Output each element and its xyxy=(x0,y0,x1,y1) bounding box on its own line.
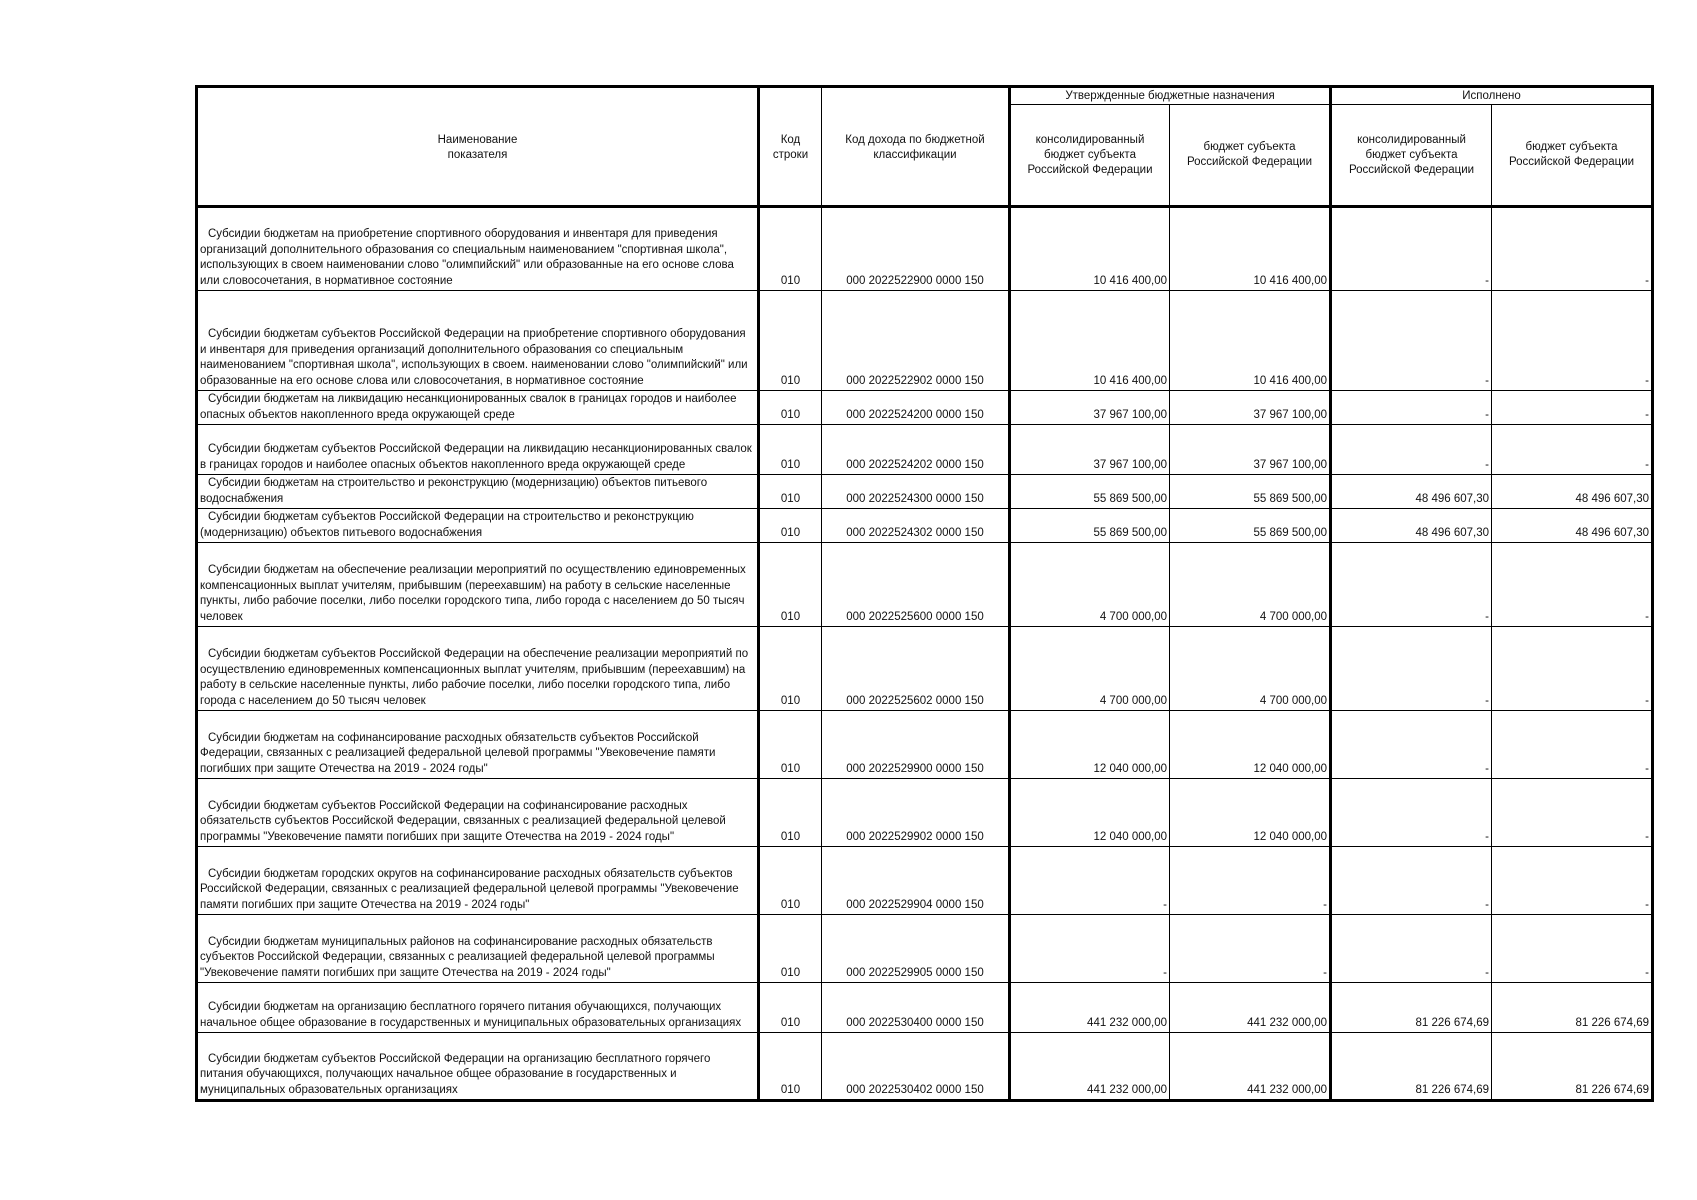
row-code: 010 xyxy=(759,627,822,711)
row-executed-consolidated: - xyxy=(1331,627,1492,711)
row-income-code: 000 2022525602 0000 150 xyxy=(822,627,1010,711)
row-code: 010 xyxy=(759,779,822,847)
row-name: Субсидии бюджетам субъектов Российской Федерации на ликвидацию несанкционированных свалок в границах городов и наиболее опасных объектов накопленного вреда окружающей среде xyxy=(197,425,759,475)
row-executed-consolidated: - xyxy=(1331,425,1492,475)
row-approved-subject: 37 967 100,00 xyxy=(1170,391,1331,425)
row-executed-subject: - xyxy=(1492,543,1653,627)
row-approved-consolidated: 10 416 400,00 xyxy=(1010,207,1170,291)
table-row xyxy=(197,543,1653,627)
budget-report-table xyxy=(195,85,1654,1102)
row-income-code: 000 2022530402 0000 150 xyxy=(822,1033,1010,1101)
row-approved-subject: 55 869 500,00 xyxy=(1170,509,1331,543)
table-row xyxy=(197,711,1653,779)
header-executed-subject: бюджет субъекта Российской Федерации xyxy=(1492,105,1653,207)
row-code: 010 xyxy=(759,207,822,291)
table-row xyxy=(197,291,1653,391)
row-executed-subject: 48 496 607,30 xyxy=(1492,475,1653,509)
row-executed-subject: - xyxy=(1492,207,1653,291)
row-code: 010 xyxy=(759,509,822,543)
row-income-code: 000 2022522900 0000 150 xyxy=(822,207,1010,291)
table-row xyxy=(197,983,1653,1033)
row-approved-consolidated: 55 869 500,00 xyxy=(1010,475,1170,509)
row-name: Субсидии бюджетам субъектов Российской Федерации на строительство и реконструкцию (модернизацию) объектов питьевого водоснабжения xyxy=(197,509,759,543)
row-income-code: 000 2022529904 0000 150 xyxy=(822,847,1010,915)
table-row xyxy=(197,847,1653,915)
row-income-code: 000 2022522902 0000 150 xyxy=(822,291,1010,391)
header-executed: Исполнено xyxy=(1331,87,1653,105)
row-approved-consolidated: - xyxy=(1010,915,1170,983)
row-approved-subject: 12 040 000,00 xyxy=(1170,779,1331,847)
row-executed-consolidated: 48 496 607,30 xyxy=(1331,509,1492,543)
header-approved: Утвержденные бюджетные назначения xyxy=(1010,87,1331,105)
row-executed-consolidated: - xyxy=(1331,847,1492,915)
row-executed-consolidated: - xyxy=(1331,543,1492,627)
row-income-code: 000 2022524302 0000 150 xyxy=(822,509,1010,543)
row-executed-consolidated: 81 226 674,69 xyxy=(1331,1033,1492,1101)
row-code: 010 xyxy=(759,475,822,509)
row-executed-subject: - xyxy=(1492,779,1653,847)
row-executed-subject: 81 226 674,69 xyxy=(1492,983,1653,1033)
table-row xyxy=(197,391,1653,425)
header-approved-consolidated: консолидированный бюджет субъекта Российской Федерации xyxy=(1010,105,1170,207)
row-income-code: 000 2022529900 0000 150 xyxy=(822,711,1010,779)
table-row xyxy=(197,779,1653,847)
table-header xyxy=(197,87,1653,207)
row-name: Субсидии бюджетам на строительство и реконструкцию (модернизацию) объектов питьевого водоснабжения xyxy=(197,475,759,509)
row-approved-consolidated: 441 232 000,00 xyxy=(1010,1033,1170,1101)
table-row xyxy=(197,425,1653,475)
row-approved-consolidated: 12 040 000,00 xyxy=(1010,779,1170,847)
row-code: 010 xyxy=(759,847,822,915)
row-name: Субсидии бюджетам на софинансирование расходных обязательств субъектов Российской Федерации, связанных с реализацией федеральной целевой программы "Увековечение памяти погибших при защите Отечества на 2019 - 2024 годы" xyxy=(197,711,759,779)
row-name: Субсидии бюджетам на обеспечение реализации мероприятий по осуществлению единовременных компенсационных выплат учителям, прибывшим (переехавшим) на работу в сельские населенные пункты, либо рабочие поселки, либо поселки городского типа, либо города с населением до 50 тысяч человек xyxy=(197,543,759,627)
row-approved-consolidated: 441 232 000,00 xyxy=(1010,983,1170,1033)
table-row xyxy=(197,627,1653,711)
row-approved-consolidated: 37 967 100,00 xyxy=(1010,391,1170,425)
table-row xyxy=(197,207,1653,291)
row-approved-subject: 441 232 000,00 xyxy=(1170,1033,1331,1101)
row-name: Субсидии бюджетам субъектов Российской Федерации на обеспечение реализации мероприятий по осуществлению единовременных компенсационных выплат учителям, прибывшим (переехавшим) на работу в сельские населенные пункты, либо рабочие поселки, либо поселки городского типа, либо города с населением до 50 тысяч человек xyxy=(197,627,759,711)
row-executed-subject: - xyxy=(1492,291,1653,391)
row-executed-subject: 81 226 674,69 xyxy=(1492,1033,1653,1101)
row-executed-consolidated: - xyxy=(1331,207,1492,291)
row-approved-subject: - xyxy=(1170,847,1331,915)
row-income-code: 000 2022529902 0000 150 xyxy=(822,779,1010,847)
row-approved-consolidated: 4 700 000,00 xyxy=(1010,543,1170,627)
row-approved-consolidated: 10 416 400,00 xyxy=(1010,291,1170,391)
row-name: Субсидии бюджетам субъектов Российской Федерации на софинансирование расходных обязательств субъектов Российской Федерации, связанных с реализацией федеральной целевой программы "Увековечение памяти погибших при защите Отечества на 2019 - 2024 годы" xyxy=(197,779,759,847)
row-income-code: 000 2022524300 0000 150 xyxy=(822,475,1010,509)
row-executed-subject: - xyxy=(1492,847,1653,915)
row-name: Субсидии бюджетам субъектов Российской Федерации на приобретение спортивного оборудования и инвентаря для приведения организаций дополнительного образования со специальным наименованием "спортивная школа", использующих в своем. наименовании слово "олимпийский" или образованные на его основе слова или словосочетания, в нормативное состояние xyxy=(197,291,759,391)
row-executed-subject: - xyxy=(1492,627,1653,711)
row-name: Субсидии бюджетам субъектов Российской Федерации на организацию бесплатного горячего питания обучающихся, получающих начальное общее образование в государственных и муниципальных образовательных организациях xyxy=(197,1033,759,1101)
header-executed-consolidated: консолидированный бюджет субъекта Российской Федерации xyxy=(1331,105,1492,207)
header-approved-subject: бюджет субъекта Российской Федерации xyxy=(1170,105,1331,207)
row-name: Субсидии бюджетам муниципальных районов на софинансирование расходных обязательств субъектов Российской Федерации, связанных с реализацией федеральной целевой программы "Увековечение памяти погибших при защите Отечества на 2019 - 2024 годы" xyxy=(197,915,759,983)
row-executed-subject: - xyxy=(1492,915,1653,983)
header-income-code: Код дохода по бюджетной классификации xyxy=(822,87,1010,207)
row-approved-subject: 10 416 400,00 xyxy=(1170,291,1331,391)
row-income-code: 000 2022529905 0000 150 xyxy=(822,915,1010,983)
row-approved-consolidated: 55 869 500,00 xyxy=(1010,509,1170,543)
row-approved-consolidated: 37 967 100,00 xyxy=(1010,425,1170,475)
row-code: 010 xyxy=(759,391,822,425)
row-code: 010 xyxy=(759,983,822,1033)
row-approved-subject: - xyxy=(1170,915,1331,983)
row-executed-consolidated: 81 226 674,69 xyxy=(1331,983,1492,1033)
row-executed-subject: - xyxy=(1492,425,1653,475)
row-income-code: 000 2022525600 0000 150 xyxy=(822,543,1010,627)
row-code: 010 xyxy=(759,425,822,475)
table-body xyxy=(197,207,1653,1101)
row-code: 010 xyxy=(759,915,822,983)
row-code: 010 xyxy=(759,543,822,627)
row-approved-subject: 12 040 000,00 xyxy=(1170,711,1331,779)
row-executed-consolidated: 48 496 607,30 xyxy=(1331,475,1492,509)
row-approved-subject: 4 700 000,00 xyxy=(1170,627,1331,711)
row-approved-consolidated: 12 040 000,00 xyxy=(1010,711,1170,779)
row-executed-subject: 48 496 607,30 xyxy=(1492,509,1653,543)
row-code: 010 xyxy=(759,291,822,391)
table-row xyxy=(197,1033,1653,1101)
row-name: Субсидии бюджетам на организацию бесплатного горячего питания обучающихся, получающих начальное общее образование в государственных и муниципальных образовательных организациях xyxy=(197,983,759,1033)
row-income-code: 000 2022530400 0000 150 xyxy=(822,983,1010,1033)
row-name: Субсидии бюджетам городских округов на софинансирование расходных обязательств субъектов Российской Федерации, связанных с реализацией федеральной целевой программы "Увековечение памяти погибших при защите Отечества на 2019 - 2024 годы" xyxy=(197,847,759,915)
table-row xyxy=(197,509,1653,543)
row-code: 010 xyxy=(759,1033,822,1101)
row-executed-consolidated: - xyxy=(1331,291,1492,391)
row-income-code: 000 2022524200 0000 150 xyxy=(822,391,1010,425)
row-approved-subject: 10 416 400,00 xyxy=(1170,207,1331,291)
row-executed-subject: - xyxy=(1492,391,1653,425)
row-executed-subject: - xyxy=(1492,711,1653,779)
header-row-code: Код строки xyxy=(759,87,822,207)
row-name: Субсидии бюджетам на приобретение спортивного оборудования и инвентаря для приведения организаций дополнительного образования со специальным наименованием "спортивная школа", использующих в своем наименовании слово "олимпийский" или образованные на его основе слова или словосочетания, в нормативное состояние xyxy=(197,207,759,291)
row-executed-consolidated: - xyxy=(1331,779,1492,847)
row-name: Субсидии бюджетам на ликвидацию несанкционированных свалок в границах городов и наиболее опасных объектов накопленного вреда окружающей среде xyxy=(197,391,759,425)
row-code: 010 xyxy=(759,711,822,779)
row-approved-subject: 441 232 000,00 xyxy=(1170,983,1331,1033)
table-row xyxy=(197,915,1653,983)
row-income-code: 000 2022524202 0000 150 xyxy=(822,425,1010,475)
row-approved-consolidated: 4 700 000,00 xyxy=(1010,627,1170,711)
row-executed-consolidated: - xyxy=(1331,915,1492,983)
row-approved-subject: 4 700 000,00 xyxy=(1170,543,1331,627)
header-name: Наименование показателя xyxy=(197,87,759,207)
row-executed-consolidated: - xyxy=(1331,391,1492,425)
row-approved-subject: 55 869 500,00 xyxy=(1170,475,1331,509)
row-approved-consolidated: - xyxy=(1010,847,1170,915)
table-row xyxy=(197,475,1653,509)
row-executed-consolidated: - xyxy=(1331,711,1492,779)
row-approved-subject: 37 967 100,00 xyxy=(1170,425,1331,475)
